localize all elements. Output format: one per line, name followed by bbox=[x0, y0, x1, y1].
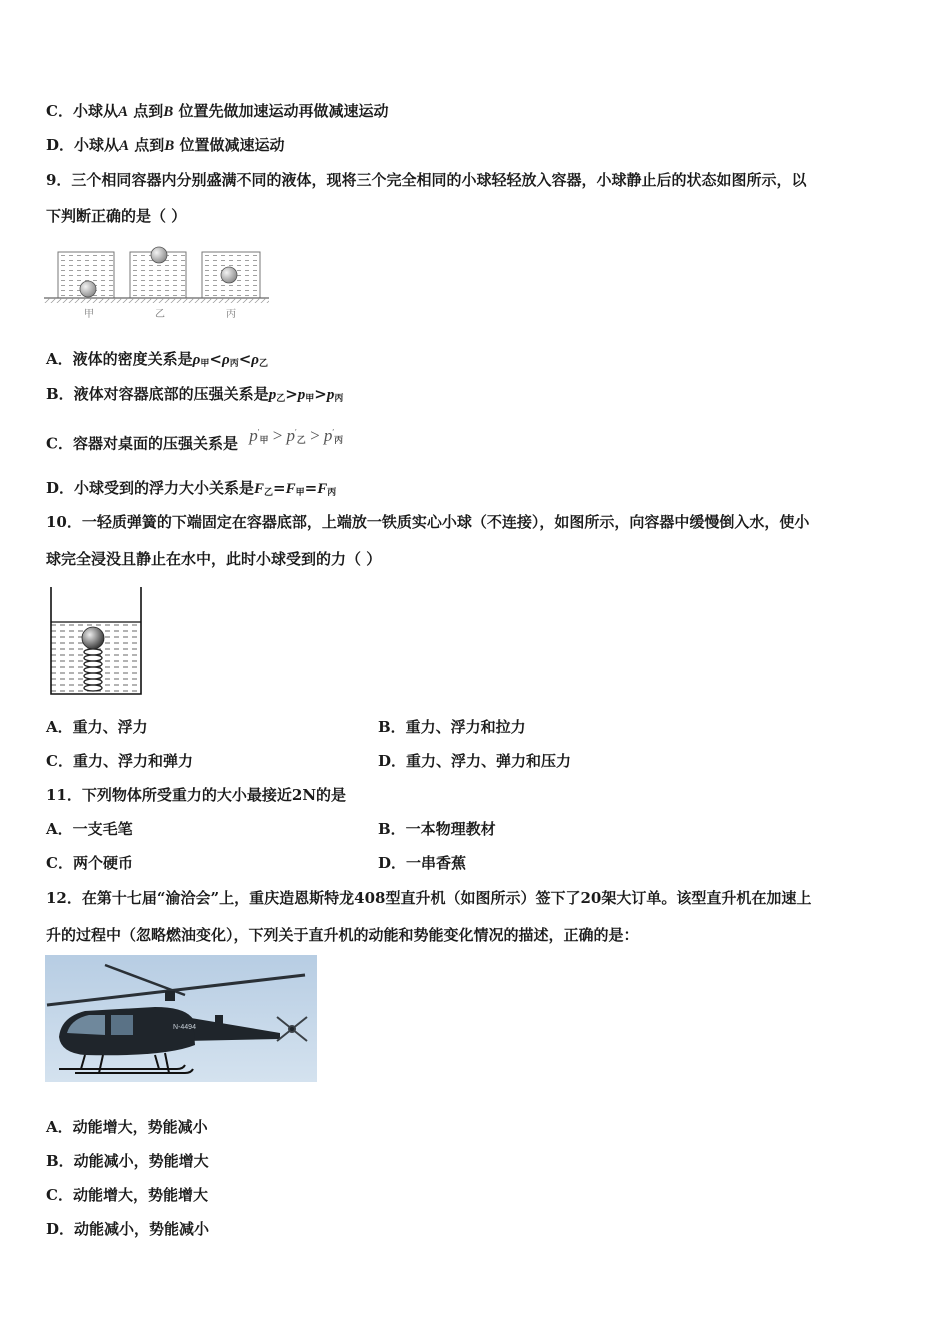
q9-option-d: D．小球受到的浮力大小关系是$F_乙=F_甲=F_丙$ bbox=[46, 479, 337, 498]
q9-option-b: B．液体对容器底部的压强关系是$p_乙>p_甲>p_丙$ bbox=[46, 385, 344, 404]
q10-option-b: B．重力、浮力和拉力 bbox=[378, 718, 526, 736]
container-jia bbox=[58, 252, 114, 298]
q8-option-d: D．小球从A 点到B 位置做减速运动 bbox=[46, 136, 285, 154]
q9-option-c: C．容器对桌面的压强关系是 $p'_甲 > p'_乙 > p'_丙$ bbox=[46, 425, 344, 453]
q9-stem-line2: 下判断正确的是（ ） bbox=[46, 207, 187, 225]
q9-stem-line1: 9．三个相同容器内分别盛满不同的液体，现将三个完全相同的小球轻轻放入容器，小球静止后的状态如图所示，以 bbox=[46, 171, 807, 189]
label-yi: 乙 bbox=[155, 309, 165, 320]
q12-stem-line1: 12．在第十七届“渝洽会”上，重庆造恩斯特龙408型直升机（如图所示）签下了20架大订单。该型直升机在加速上 bbox=[46, 889, 812, 907]
label-bing: 丙 bbox=[226, 309, 236, 320]
q10-option-a: A．重力、浮力 bbox=[46, 718, 148, 736]
container-bing bbox=[202, 252, 260, 298]
container-yi bbox=[130, 247, 186, 298]
q10-option-c: C．重力、浮力和弹力 bbox=[46, 752, 193, 770]
q11-stem: 11．下列物体所受重力的大小最接近2N的是 bbox=[46, 786, 347, 804]
q12-option-c: C．动能增大，势能增大 bbox=[46, 1186, 208, 1204]
q8-option-c: C．小球从A 点到B 位置先做加速运动再做减速运动 bbox=[46, 102, 389, 120]
iron-ball bbox=[82, 627, 104, 649]
q12-stem-line2: 升的过程中（忽略燃油变化），下列关于直升机的动能和势能变化情况的描述，正确的是： bbox=[46, 926, 639, 944]
q10-stem-line2: 球完全浸没且静止在水中，此时小球受到的力（ ） bbox=[46, 550, 382, 568]
q12-helicopter-photo bbox=[45, 955, 317, 1082]
q9-containers-figure bbox=[44, 238, 274, 324]
q11-option-d: D．一串香蕉 bbox=[378, 854, 467, 872]
q10-option-d: D．重力、浮力、弹力和压力 bbox=[378, 752, 572, 770]
q11-option-c: C．两个硬币 bbox=[46, 854, 133, 872]
q12-option-d: D．动能减小，势能减小 bbox=[46, 1220, 210, 1238]
q12-option-b: B．动能减小，势能增大 bbox=[46, 1152, 209, 1170]
q11-option-b: B．一本物理教材 bbox=[378, 820, 496, 838]
q9-option-a: A．液体的密度关系是$\rho_甲<\rho_丙<\rho_乙$ bbox=[46, 350, 269, 369]
tail-number: N-4494 bbox=[173, 1024, 196, 1031]
label-jia: 甲 bbox=[84, 309, 94, 320]
q11-option-a: A．一支毛笔 bbox=[46, 820, 133, 838]
q10-stem-line1: 10．一轻质弹簧的下端固定在容器底部，上端放一铁质实心小球（不连接），如图所示，向容器中缓慢倒入水，使小 bbox=[46, 513, 810, 531]
q10-spring-container-figure bbox=[50, 586, 144, 698]
q12-option-a: A．动能增大，势能减小 bbox=[46, 1118, 208, 1136]
